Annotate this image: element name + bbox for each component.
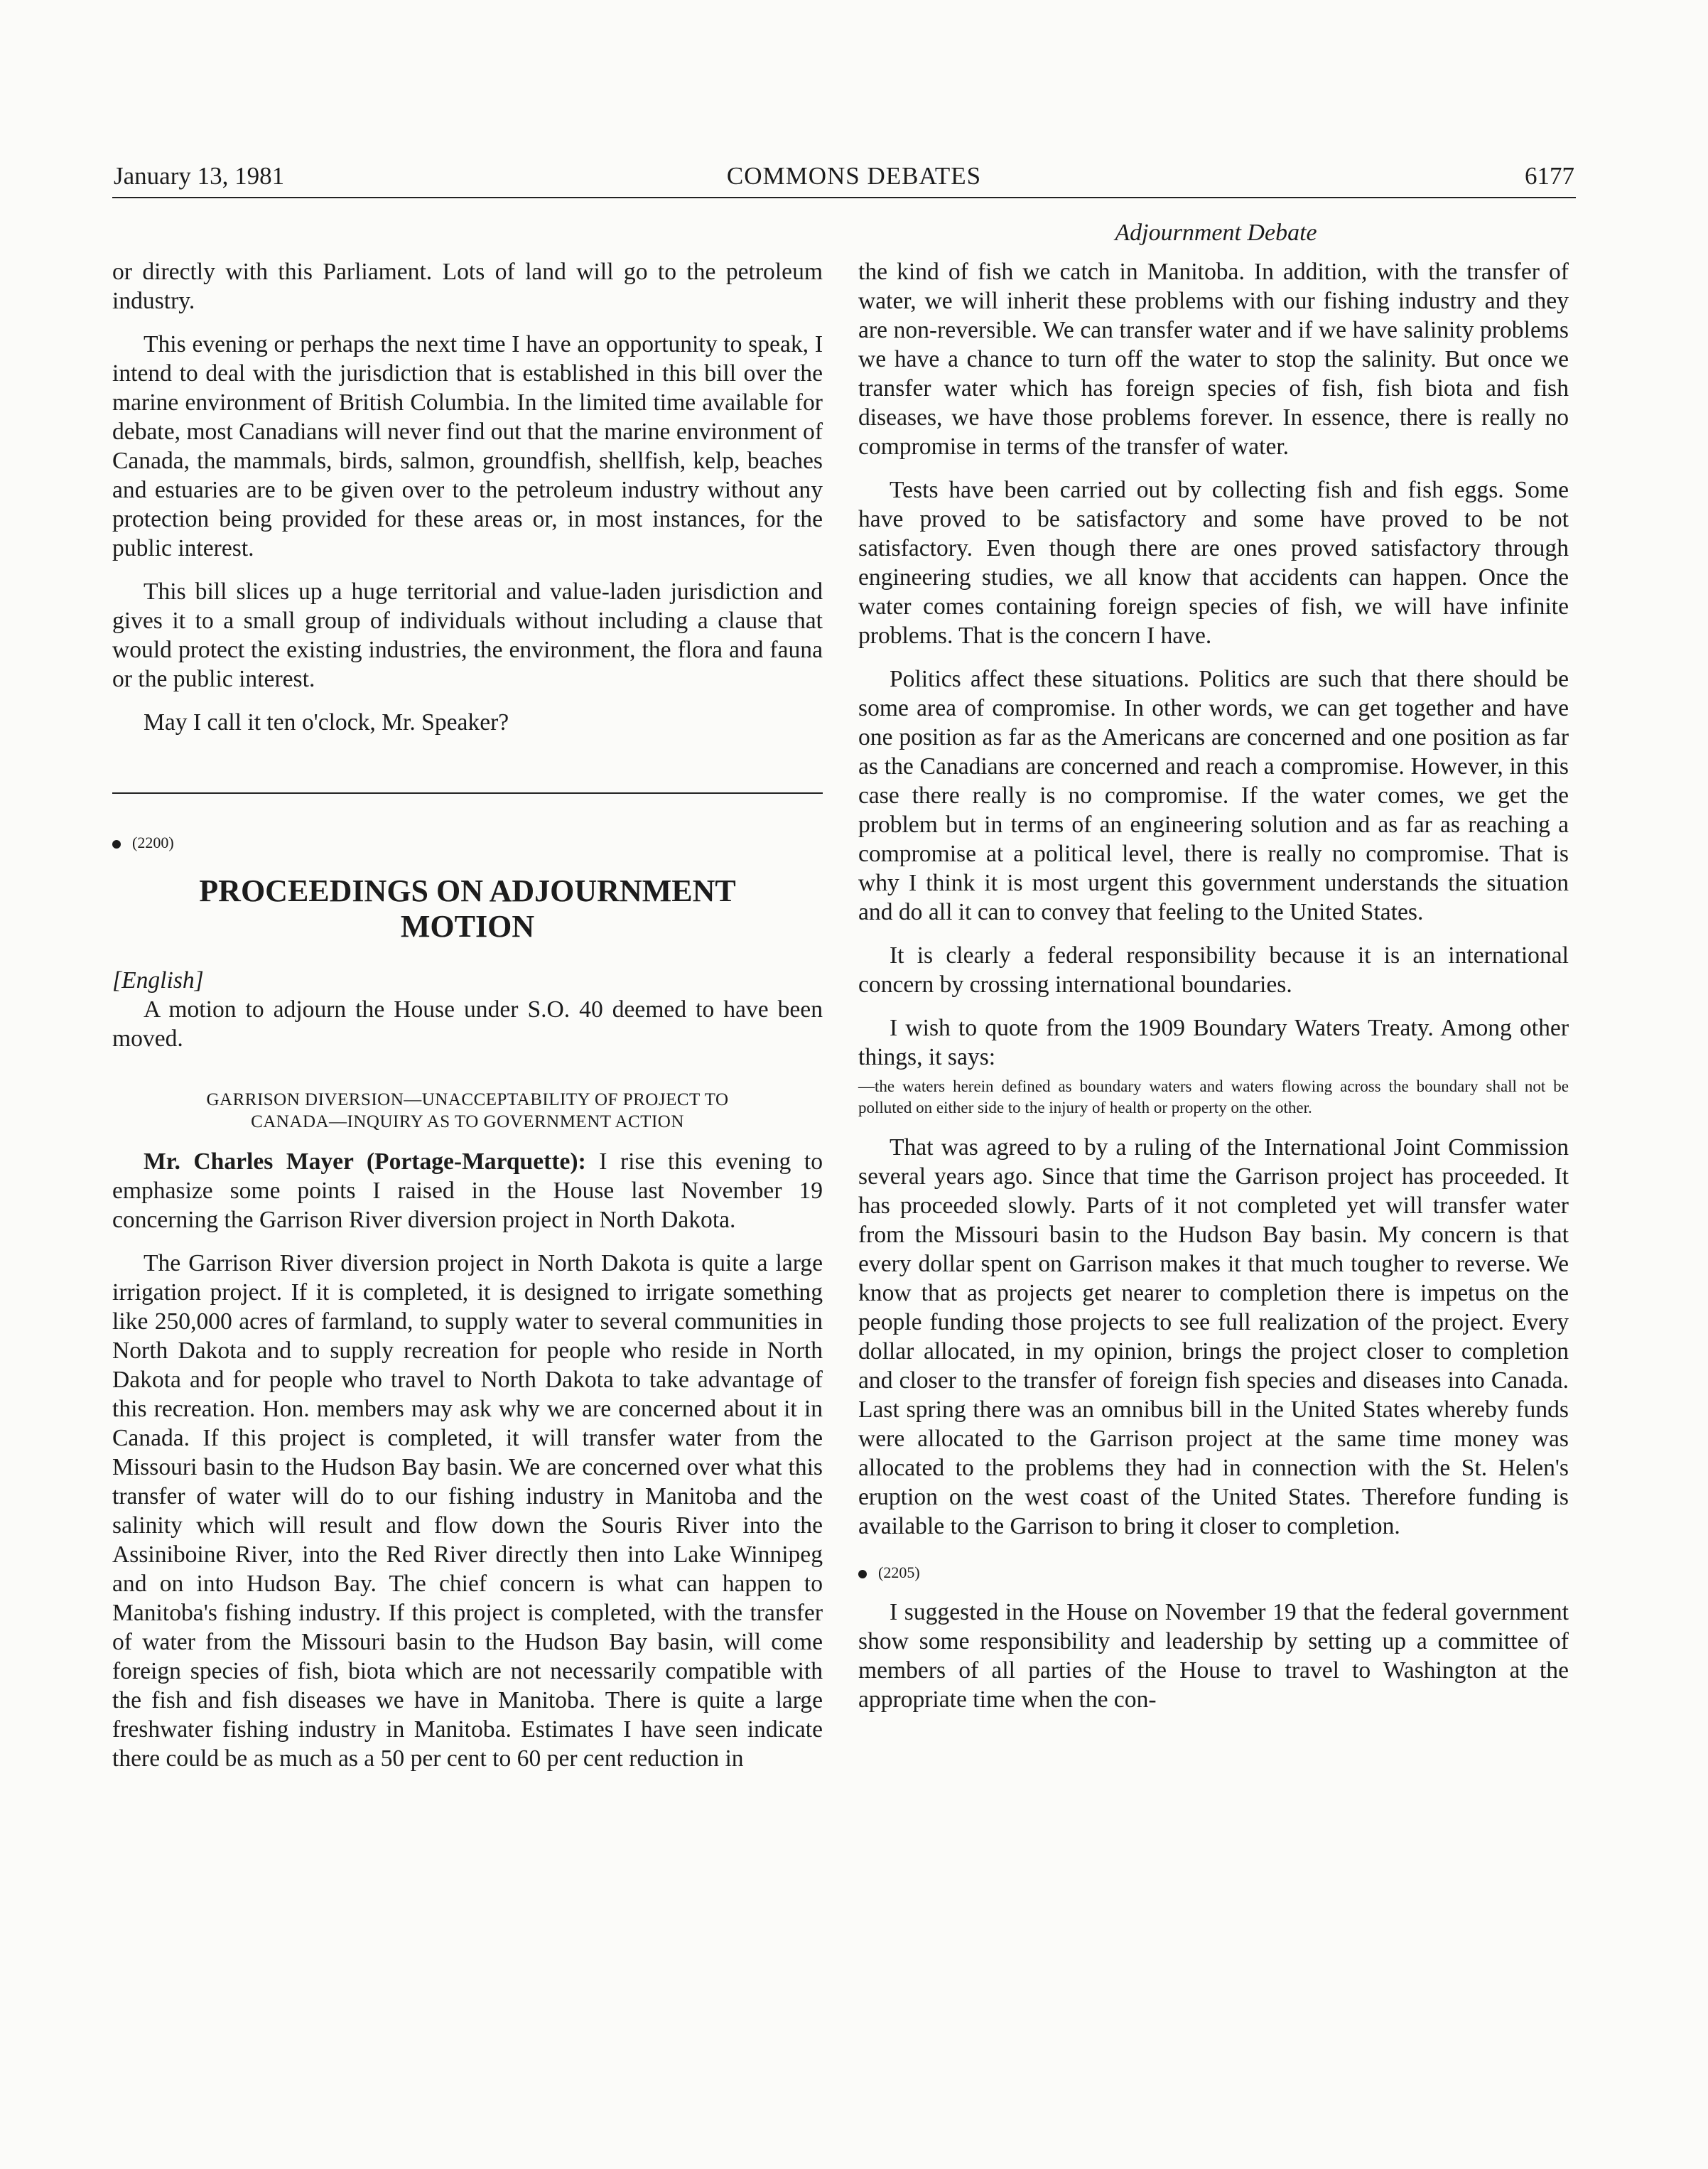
paragraph: or directly with this Parliament. Lots of land will go to the petroleum industry. (112, 259, 823, 314)
bullet-icon (858, 1570, 867, 1578)
speech-opening (112, 1147, 823, 1234)
debate-subheading (112, 1089, 823, 1133)
time-marker-text: (2200) (132, 834, 174, 851)
paragraph: This bill slices up a huge territorial and value-laden jurisdiction and gives it to a small group of individuals without including a clause that would protect the existing industries, the environment, the flora and fauna or the public interest. (112, 578, 823, 692)
paragraph: This evening or perhaps the next time I have an opportunity to speak, I intend to deal with the jurisdiction that is established in this bill over the marine environment of British Columbia. In the limited time available for debate, most Canadians will never find out that the marine environment of Canada, the mammals, birds, salmon, groundfish, shellfish, kelp, beaches and estuaries are to be given over to the petroleum industry without any protection being provided for these areas or, in most instances, for the public interest. (112, 331, 823, 561)
subheading-line-2: CANADA—INQUIRY AS TO GOVERNMENT ACTION (251, 1112, 684, 1131)
paragraph: I wish to quote from the 1909 Boundary Waters Treaty. Among other things, it says: (858, 1015, 1569, 1070)
paragraph: May I call it ten o'clock, Mr. Speaker? (144, 709, 509, 736)
running-head: Adjournment Debate (1115, 220, 1317, 246)
paragraph: Tests have been carried out by collecting fish and fish eggs. Some have proved to be satisfactory and some have proved to be not satisfactory. Even though there are ones proved satisfactory through engineering studies, we all know that accidents can happen. Once the water comes containing foreign species of fish, we will have infinite problems. That is the concern I have. (858, 477, 1569, 649)
speaker-name: Mr. Charles Mayer (Portage-Marquette): (144, 1148, 586, 1175)
subheading-line-1: GARRISON DIVERSION—UNACCEPTABILITY OF PROJECT TO (206, 1090, 729, 1109)
time-marker (858, 1562, 1569, 1583)
speech-text: I rise this evening to emphasize some points I raised in the House last November 19 concerning the Garrison River diversion project in North Dakota. (112, 1148, 823, 1233)
header-date: January 13, 1981 (114, 162, 285, 190)
header-title: COMMONS DEBATES (726, 162, 982, 190)
paragraph: I suggested in the House on November 19 that the federal government show some responsibility and leadership by setting up a committee of members of all parties of the House to travel to Washington at the appropriate time when the con- (858, 1599, 1569, 1713)
paragraph: It is clearly a federal responsibility because it is an international concern by crossing international boundaries. (858, 942, 1569, 998)
bullet-icon (112, 840, 121, 849)
section-title (112, 873, 823, 944)
left-column (112, 257, 823, 1773)
right-column (858, 257, 1569, 1714)
section-title-line-2: MOTION (400, 909, 535, 944)
paragraph: That was agreed to by a ruling of the International Joint Commission several years ago. Since that time the Garrison project has proceeded. It has proceeded slowly. Parts of it not completed yet will transfer water from the Missouri basin to the Hudson Bay basin. My concern is that every dollar spent on Garrison makes it that much tougher to reverse. We know that as projects get nearer to completion there is impetus on the people funding those projects to see full realization of the project. Every dollar allocated, in my opinion, brings the project closer to completion and closer to the transfer of foreign fish species and diseases into Canada. Last spring there was an omnibus bill in the United States whereby funds were allocated to the Garrison project at the same time money was allocated to the problems they had in connection with the St. Helen's eruption on the west coast of the United States. Therefore funding is available to the Garrison to bring it closer to completion. (858, 1134, 1569, 1539)
treaty-quote: —the waters herein defined as boundary waters and waters flowing across the boundary shall not be polluted on either side to the injury of health or property on the other. (858, 1077, 1569, 1116)
section-title-line-1: PROCEEDINGS ON ADJOURNMENT (199, 873, 736, 908)
paragraph: the kind of fish we catch in Manitoba. In addition, with the transfer of water, we will inherit these problems with our fishing industry and they are non-reversible. We can transfer water and if we have salinity problems we have a chance to turn off the water to stop the salinity. But once we transfer water which has foreign species of fish, fish biota and fish diseases, we have those problems forever. In essence, there is really no compromise in terms of the transfer of water. (858, 259, 1569, 460)
paragraph: The Garrison River diversion project in North Dakota is quite a large irrigation project. If it is completed, it is designed to irrigate something like 250,000 acres of farmland, to supply water to several communities in North Dakota and to supply recreation for people who reside in North Dakota and for people who travel to North Dakota to take advantage of this recreation. Hon. members may ask why we are concerned about it in Canada. If this project is completed, it will transfer water from the Missouri basin to the Hudson Bay basin. We are concerned over what this transfer of water will do to our fishing industry in Manitoba and the salinity which will result and flow down the Souris River into the Assiniboine River, into the Red River directly then into Lake Winnipeg and on into Hudson Bay. The chief concern is what can happen to Manitoba's fishing industry. If this project is completed, with the transfer of water from the Missouri basin to the Hudson Bay basin, will come foreign species of fish, biota which are not necessarily compatible with the fish and fish diseases we have in Manitoba. There is quite a large freshwater fishing industry in Manitoba. Estimates I have seen indicate there could be as much as a 50 per cent to 60 per cent reduction in (112, 1250, 823, 1772)
paragraph: Politics affect these situations. Politics are such that there should be some area of compromise. In other words, we can get together and have one position as far as the Americans are concerned and one position as far as the Canadians are concerned and reach a compromise. However, in this case there really is no compromise. If the water comes, we get the problem but in terms of an engineering solution and as far as reaching a compromise at a political level, there is really no compromise. That is why I think it is most urgent this government understands the situation and do all it can to convey that feeling to the United States. (858, 666, 1569, 925)
page-number: 6177 (1525, 162, 1574, 190)
language-tag: [English] (112, 967, 204, 994)
section-divider (112, 792, 823, 794)
motion-text: A motion to adjourn the House under S.O. 40 deemed to have been moved. (112, 996, 823, 1052)
time-marker-text: (2205) (878, 1563, 920, 1581)
header-rule (112, 197, 1576, 198)
time-marker (112, 832, 823, 854)
